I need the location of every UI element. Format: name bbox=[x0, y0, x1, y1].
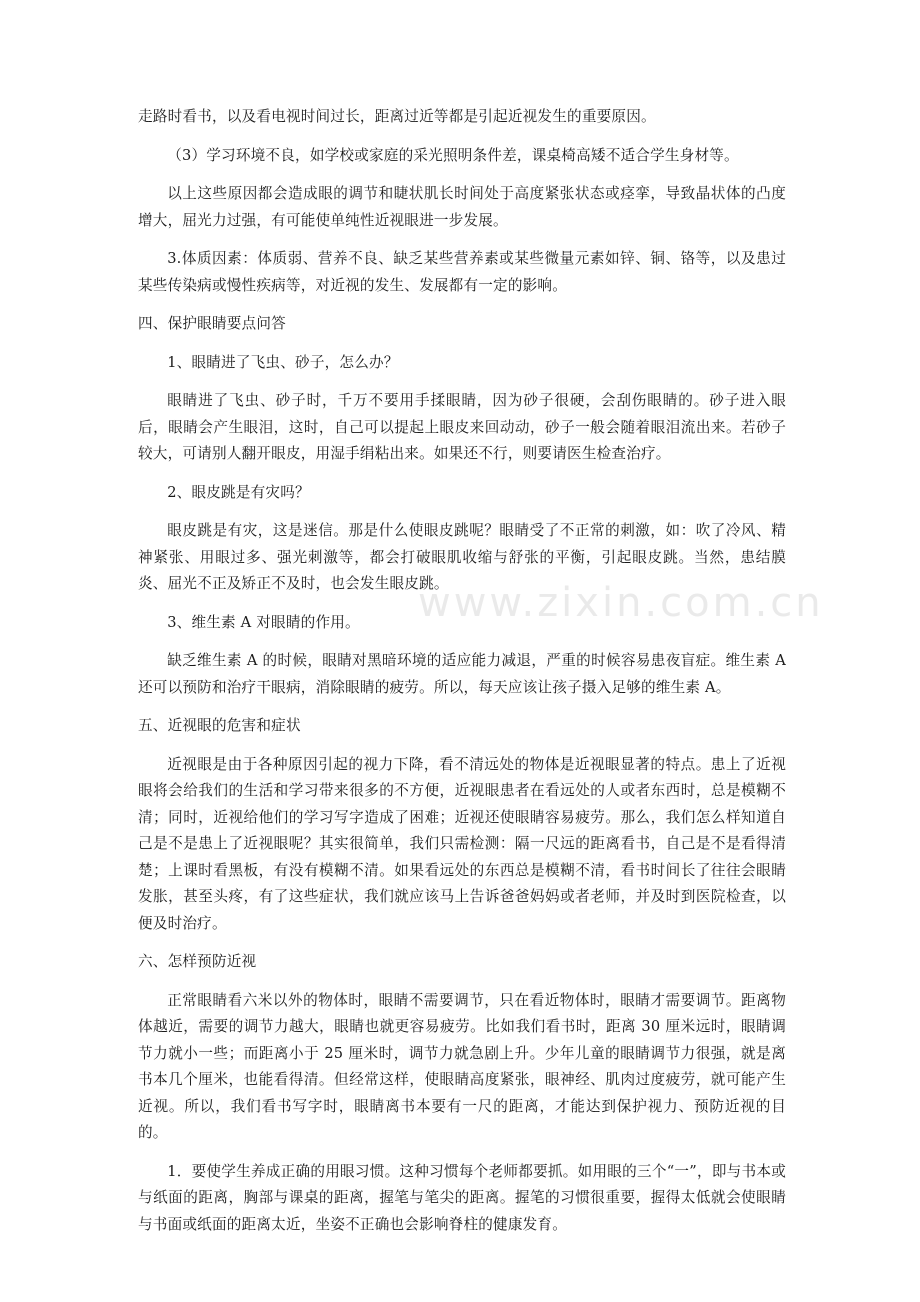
paragraph: 以上这些原因都会造成眼的调节和睫状肌长时间处于高度紧张状态或痉挛，导致晶状体的凸度增大，屈光力过强，有可能使单纯性近视眼进一步发展。 bbox=[138, 185, 786, 229]
section-heading: 五、近视眼的危害和症状 bbox=[138, 717, 301, 734]
question-heading: 3、维生素 A 对眼睛的作用。 bbox=[167, 613, 360, 631]
paragraph: （3）学习环境不良，如学校或家庭的采光照明条件差，课桌椅高矮不适合学生身材等。 bbox=[167, 146, 739, 164]
paragraph: 正常眼睛看六米以外的物体时，眼睛不需要调节，只在看近物体时，眼睛才需要调节。距离物体越近，需要的调节力越大，眼睛也就更容易疲劳。比如我们看书时，距离 30 厘米远时，眼睛调节力就小一些；而距离小于 25 厘米时，调节力就急剧上升。少年儿童的眼睛调节力很强，就是离书本几个厘米，也能看得清。但经常这样，使眼睛高度紧张，眼神经、肌肉过度疲劳，就可能产生近视。所以，我们看书写字时，眼睛离书本要有一尺的距离，才能达到保护视力、预防近视的目的。 bbox=[138, 991, 786, 1141]
watermark: www.zixin.com.cn bbox=[418, 580, 824, 626]
document-page bbox=[138, 104, 786, 1250]
paragraph: 3.体质因素：体质弱、营养不良、缺乏某些营养素或某些微量元素如锌、铜、铬等，以及患过某些传染病或慢性疾病等，对近视的发生、发展都有一定的影响。 bbox=[138, 250, 786, 294]
question-heading: 1、眼睛进了飞虫、砂子，怎么办？ bbox=[167, 353, 399, 371]
paragraph: 走路时看书，以及看电视时间过长，距离过近等都是引起近视发生的重要原因。 bbox=[138, 108, 656, 125]
paragraph: 缺乏维生素 A 的时候，眼睛对黑暗环境的适应能力减退，严重的时候容易患夜盲症。维生素 A 还可以预防和治疗干眼病，消除眼睛的疲劳。所以，每天应该让孩子摄入足够的维生素 A。 bbox=[138, 652, 786, 696]
section-heading: 四、保护眼睛要点问答 bbox=[138, 315, 286, 332]
paragraph: 眼皮跳是有灾，这是迷信。那是什么使眼皮跳呢？眼睛受了不正常的刺激，如：吹了冷风、精神紧张、用眼过多、强光刺激等，都会打破眼肌收缩与舒张的平衡，引起眼皮跳。当然，患结膜炎、屈光不正及矫正不及时，也会发生眼皮跳。 bbox=[138, 522, 786, 592]
paragraph: 近视眼是由于各种原因引起的视力下降，看不清远处的物体是近视眼显著的特点。患上了近视眼将会给我们的生活和学习带来很多的不方便，近视眼患者在看远处的人或者东西时，总是模糊不清；同时，近视给他们的学习写字造成了困难；近视还使眼睛容易疲劳。那么，我们怎么样知道自己是不是患上了近视眼呢？其实很简单，我们只需检测：隔一尺远的距离看书，自己是不是看得清楚；上课时看黑板，有没有模糊不清。如果看远处的东西总是模糊不清，看书时间长了往往会眼睛发胀，甚至头疼，有了这些症状，我们就应该马上告诉爸爸妈妈或者老师，并及时到医院检查，以便及时治疗。 bbox=[138, 755, 786, 932]
question-heading: 2、眼皮跳是有灾吗？ bbox=[167, 483, 310, 501]
paragraph: 1．要使学生养成正确的用眼习惯。这种习惯每个老师都要抓。如用眼的三个“一”，即与书本或与纸面的距离，胸部与课桌的距离，握笔与笔尖的距离。握笔的习惯很重要，握得太低就会使眼睛与书面或纸面的距离太近，坐姿不正确也会影响脊柱的健康发育。 bbox=[138, 1162, 786, 1233]
section-heading: 六、怎样预防近视 bbox=[138, 953, 257, 970]
paragraph: 眼睛进了飞虫、砂子时，千万不要用手揉眼睛，因为砂子很硬，会刮伤眼睛的。砂子进入眼后，眼睛会产生眼泪，这时，自己可以提起上眼皮来回动动，砂子一般会随着眼泪流出来。若砂子较大，可请别人翻开眼皮，用湿手绢粘出来。如果还不行，则要请医生检查治疗。 bbox=[138, 392, 786, 462]
